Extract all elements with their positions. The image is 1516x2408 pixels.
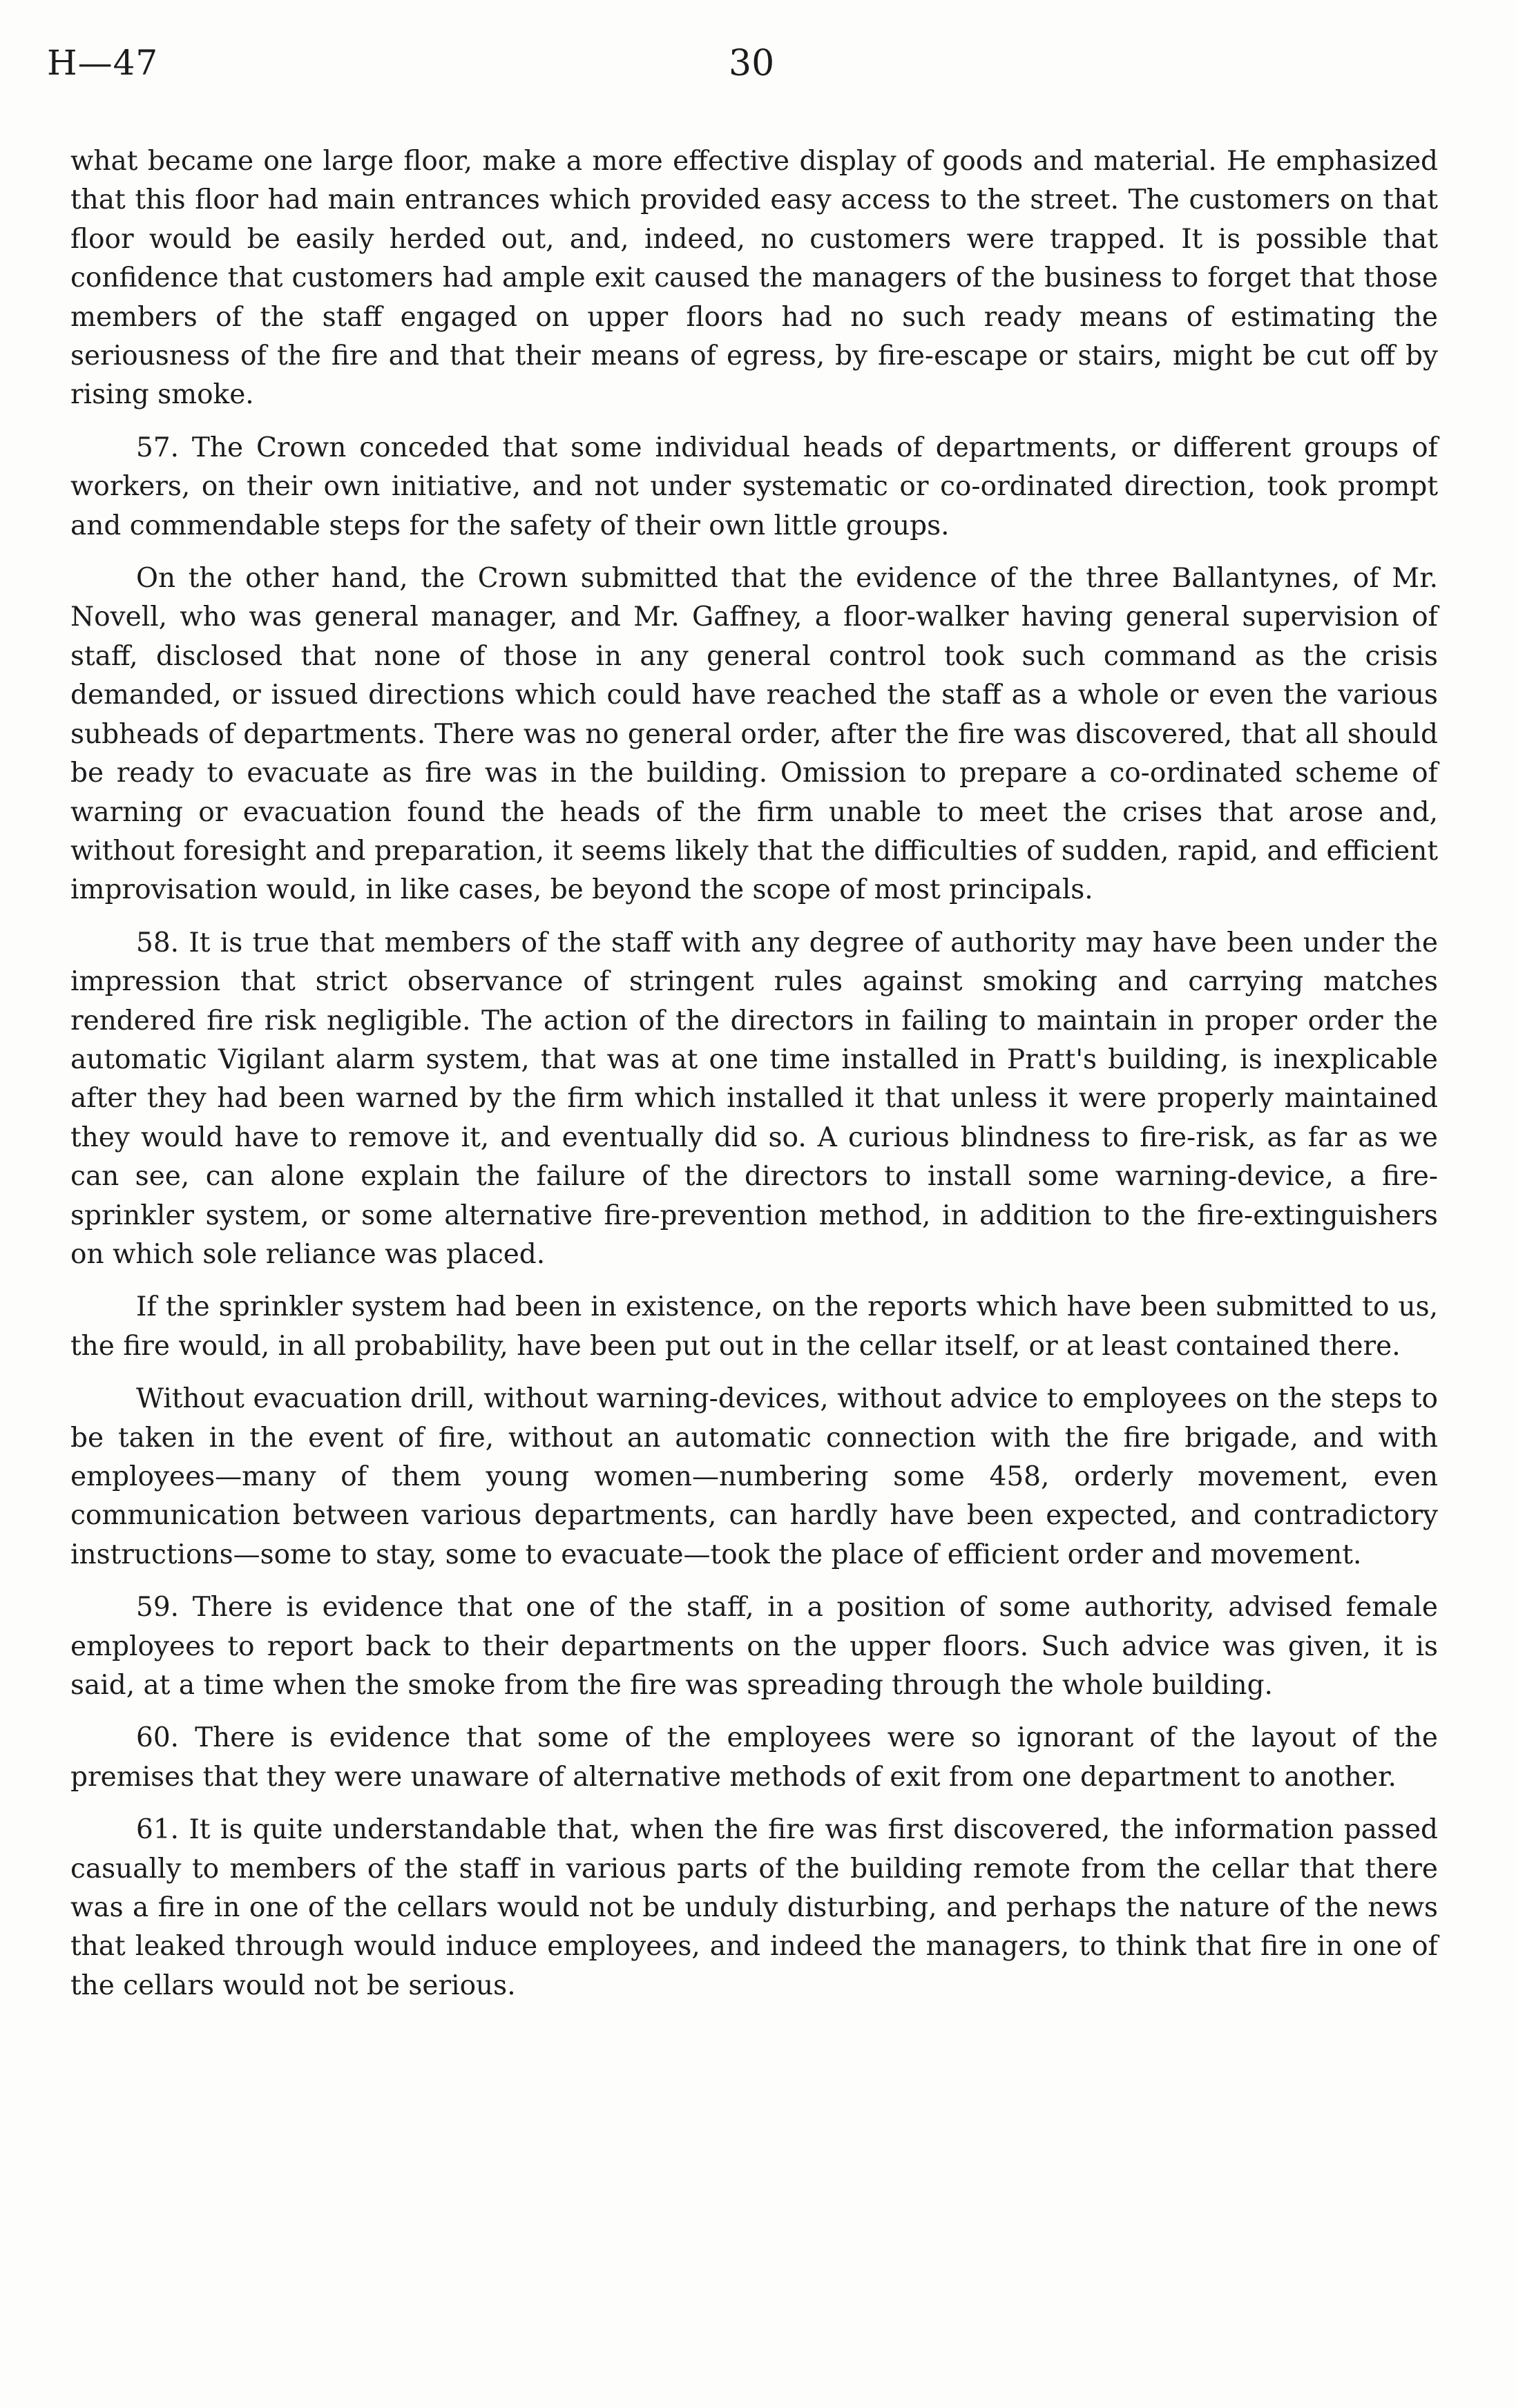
- paragraph-58: 58. It is true that members of the staff with any degree of authority may have been under the impression that strict observance of stringent rules against smoking and carrying matches rendered fire risk negligible. The action of the directors in failing to maintain in proper order the automatic Vigilant alarm system, that was at one time installed in Pratt's building, is inexplicable after they had been warned by the firm which installed it that unless it were properly maintained they would have to remove it, and eventually did so. A curious blindness to fire-risk, as far as we can see, can alone explain the failure of the directors to install some warning-device, a fire-sprinkler system, or some alternative fire-prevention method, in addition to the fire-extinguishers on which sole reliance was placed.: [70, 927, 1438, 1270]
- page-number: 30: [729, 43, 775, 84]
- paragraph-59: 59. There is evidence that one of the staff, in a position of some authority, advised female employees to report back to their departments on the upper floors. Such advice was given, it is said, at a time when the smoke from the fire was spreading through the whole building.: [70, 1592, 1438, 1702]
- paragraph-sprinkler: If the sprinkler system had been in existence, on the reports which have been submitted to us, the fire would, in all probability, have been put out in the cellar itself, or at least contained there.: [70, 1291, 1438, 1362]
- paragraph-continued: what became one large floor, make a more effective display of goods and material. He emphasized that this floor had main entrances which provided easy access to the street. The customers on that floor would be easily herded out, and, indeed, no customers were trapped. It is possible that confidence that customers had ample exit caused the managers of the business to forget that those members of the staff engaged on upper floors had no such ready means of estimating the seriousness of the fire and that their means of egress, by fire-escape or stairs, might be cut off by rising smoke.: [70, 146, 1438, 411]
- paragraph-60: 60. There is evidence that some of the employees were so ignorant of the layout of the premises that they were unaware of alternative methods of exit from one department to another.: [70, 1722, 1438, 1793]
- paragraph-61: 61. It is quite understandable that, when the fire was first discovered, the information passed casually to members of the staff in various parts of the building remote from the cellar that there was a fire in one of the cellars would not be unduly disturbing, and perhaps the nature of the news that leaked through would induce employees, and indeed the managers, to think that fire in one of the cellars would not be serious.: [70, 1814, 1438, 2001]
- document-reference: H—47: [47, 43, 159, 83]
- paragraph-57: 57. The Crown conceded that some individual heads of departments, or different groups of workers, on their own initiative, and not under systematic or co-ordinated direction, took prompt and commendable steps for the safety of their own little groups.: [70, 432, 1438, 541]
- paragraph-crown-submission: On the other hand, the Crown submitted that the evidence of the three Ballantynes, of Mr. Novell, who was general manager, and Mr. Gaffney, a floor-walker having general supervision of staff, disclosed that none of those in any general control took such command as the crisis demanded, or issued directions which could have reached the staff as a whole or even the various subheads of departments. There was no general order, after the fire was discovered, that all should be ready to evacuate as fire was in the building. Omission to prepare a co-ordinated scheme of warning or evacuation found the heads of the firm unable to meet the crises that arose and, without foresight and preparation, it seems likely that the difficulties of sudden, rapid, and efficient improvisation would, in like cases, be beyond the scope of most principals.: [70, 563, 1438, 906]
- page-header: [0, 43, 1516, 105]
- paragraph-evacuation: Without evacuation drill, without warning-devices, without advice to employees on the steps to be taken in the event of fire, without an automatic connection with the fire brigade, and with employees—many of them young women—numbering some 458, orderly movement, even communication between various departments, can hardly have been expected, and contradictory instructions—some to stay, some to evacuate—took the place of efficient order and movement.: [70, 1383, 1438, 1570]
- body-text: [70, 142, 1438, 2005]
